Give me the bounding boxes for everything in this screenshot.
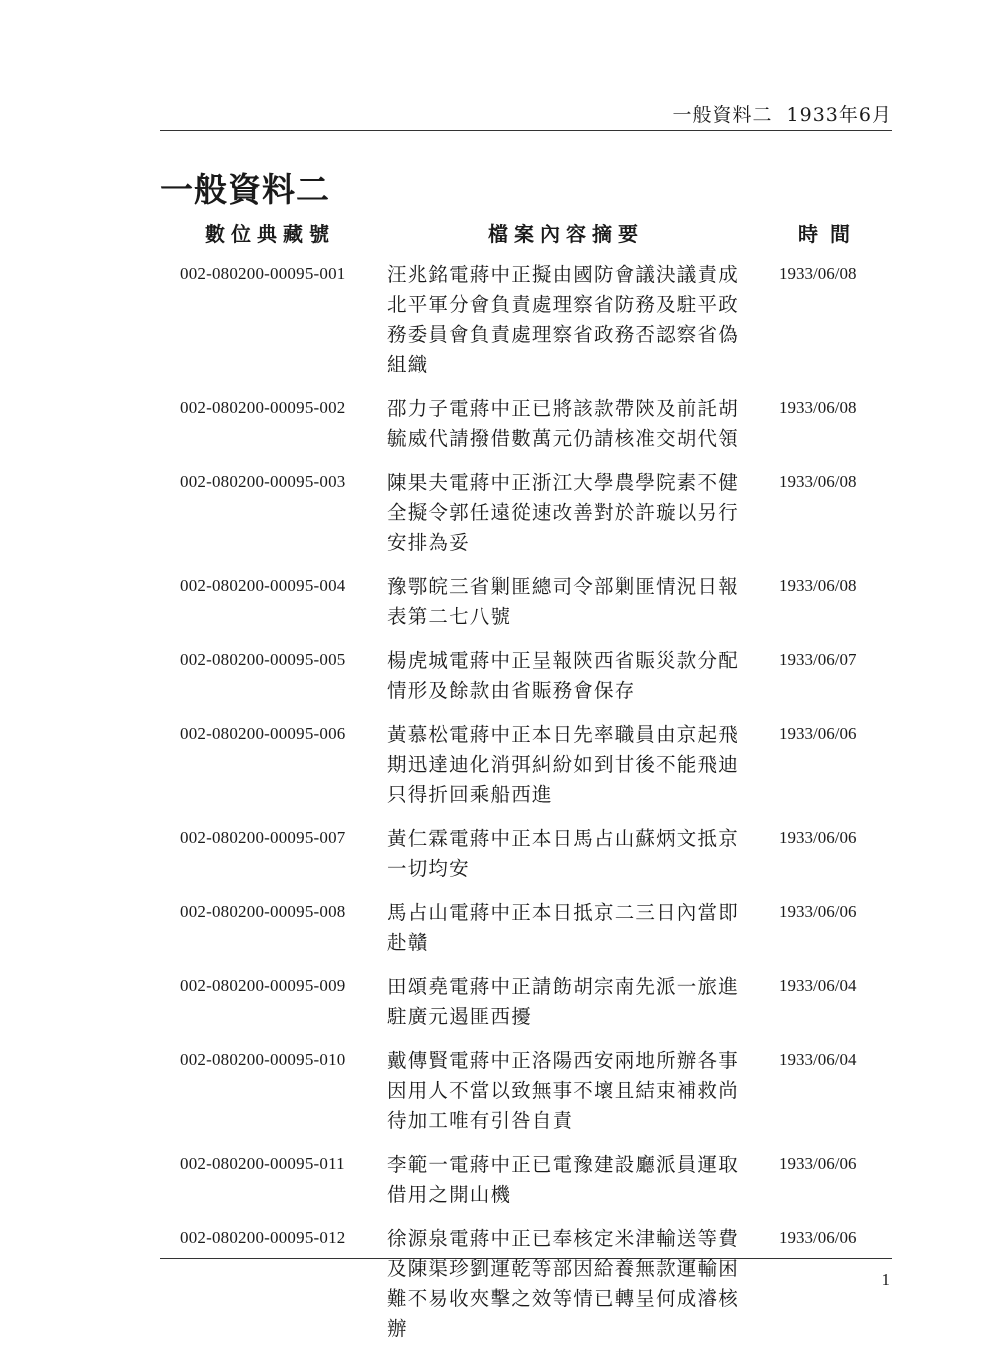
record-id: 002-080200-00095-009	[180, 976, 346, 995]
record-date: 1933/06/06	[779, 1228, 857, 1247]
record-id: 002-080200-00095-010	[180, 1050, 346, 1069]
table-row	[0, 720, 1000, 810]
record-summary: 李範一電蔣中正已電豫建設廳派員運取借用之開山機	[387, 1153, 739, 1206]
record-date: 1933/06/06	[779, 724, 857, 743]
table-row	[0, 1046, 1000, 1136]
record-id: 002-080200-00095-001	[180, 264, 346, 283]
record-id: 002-080200-00095-008	[180, 902, 346, 921]
record-id: 002-080200-00095-006	[180, 724, 346, 743]
column-header-date: 時間	[798, 222, 862, 246]
section-title: 一般資料二	[160, 170, 330, 209]
record-summary: 陳果夫電蔣中正浙江大學農學院素不健全擬令郭任遠從速改善對於許璇以另行安排為妥	[387, 471, 739, 554]
record-date: 1933/06/04	[779, 1050, 857, 1069]
table-row	[0, 898, 1000, 958]
record-summary: 黃仁霖電蔣中正本日馬占山蘇炳文抵京一切均安	[387, 827, 739, 880]
record-date: 1933/06/08	[779, 264, 857, 283]
table-row	[0, 468, 1000, 558]
record-id: 002-080200-00095-007	[180, 828, 346, 847]
running-header-date: 1933年6月	[786, 104, 892, 126]
record-id: 002-080200-00095-003	[180, 472, 346, 491]
record-id: 002-080200-00095-005	[180, 650, 346, 669]
table-row	[0, 972, 1000, 1032]
record-summary: 邵力子電蔣中正已將該款帶陝及前託胡毓威代請撥借數萬元仍請核准交胡代領	[387, 397, 739, 450]
running-header-title: 一般資料二	[672, 104, 773, 126]
page-number: 1	[881, 1270, 890, 1289]
record-summary: 黃慕松電蔣中正本日先率職員由京起飛期迅達迪化消弭糾紛如到甘後不能飛迪只得折回乘船西進	[387, 723, 739, 806]
record-summary: 馬占山電蔣中正本日抵京二三日內當即赴贛	[387, 901, 739, 954]
record-summary: 戴傳賢電蔣中正洛陽西安兩地所辦各事因用人不當以致無事不壞且結束補救尚待加工唯有引咎自責	[387, 1049, 739, 1132]
record-list	[0, 260, 1000, 1358]
record-summary: 田頌堯電蔣中正請飭胡宗南先派一旅進駐廣元遏匪西擾	[387, 975, 739, 1028]
running-header	[160, 100, 892, 127]
record-date: 1933/06/08	[779, 576, 857, 595]
table-row	[0, 572, 1000, 632]
record-id: 002-080200-00095-011	[180, 1154, 345, 1173]
record-id: 002-080200-00095-012	[180, 1228, 346, 1247]
record-date: 1933/06/08	[779, 398, 857, 417]
column-header-summary: 檔案內容摘要	[488, 222, 644, 246]
record-summary: 徐源泉電蔣中正已奉核定米津輸送等費及陳渠珍劉運乾等部因給養無款運輸困難不易收夾擊之效等情已轉呈何成濬核辦	[387, 1227, 739, 1340]
record-id: 002-080200-00095-002	[180, 398, 346, 417]
record-summary: 汪兆銘電蔣中正擬由國防會議決議責成北平軍分會負責處理察省防務及駐平政務委員會負責處理察省政務否認察省偽組織	[387, 263, 739, 376]
table-row	[0, 1150, 1000, 1210]
record-date: 1933/06/06	[779, 1154, 857, 1173]
record-date: 1933/06/07	[779, 650, 857, 669]
table-row	[0, 260, 1000, 380]
record-id: 002-080200-00095-004	[180, 576, 346, 595]
column-header-id: 數位典藏號	[205, 222, 335, 246]
table-row	[0, 394, 1000, 454]
record-date: 1933/06/06	[779, 902, 857, 921]
footer-rule	[160, 1258, 892, 1259]
record-summary: 楊虎城電蔣中正呈報陝西省賑災款分配情形及餘款由省賑務會保存	[387, 649, 739, 702]
record-date: 1933/06/06	[779, 828, 857, 847]
record-date: 1933/06/04	[779, 976, 857, 995]
header-rule	[160, 130, 892, 131]
record-date: 1933/06/08	[779, 472, 857, 491]
table-row	[0, 1224, 1000, 1344]
record-summary: 豫鄂皖三省剿匪總司令部剿匪情況日報表第二七八號	[387, 575, 739, 628]
table-row	[0, 646, 1000, 706]
table-row	[0, 824, 1000, 884]
